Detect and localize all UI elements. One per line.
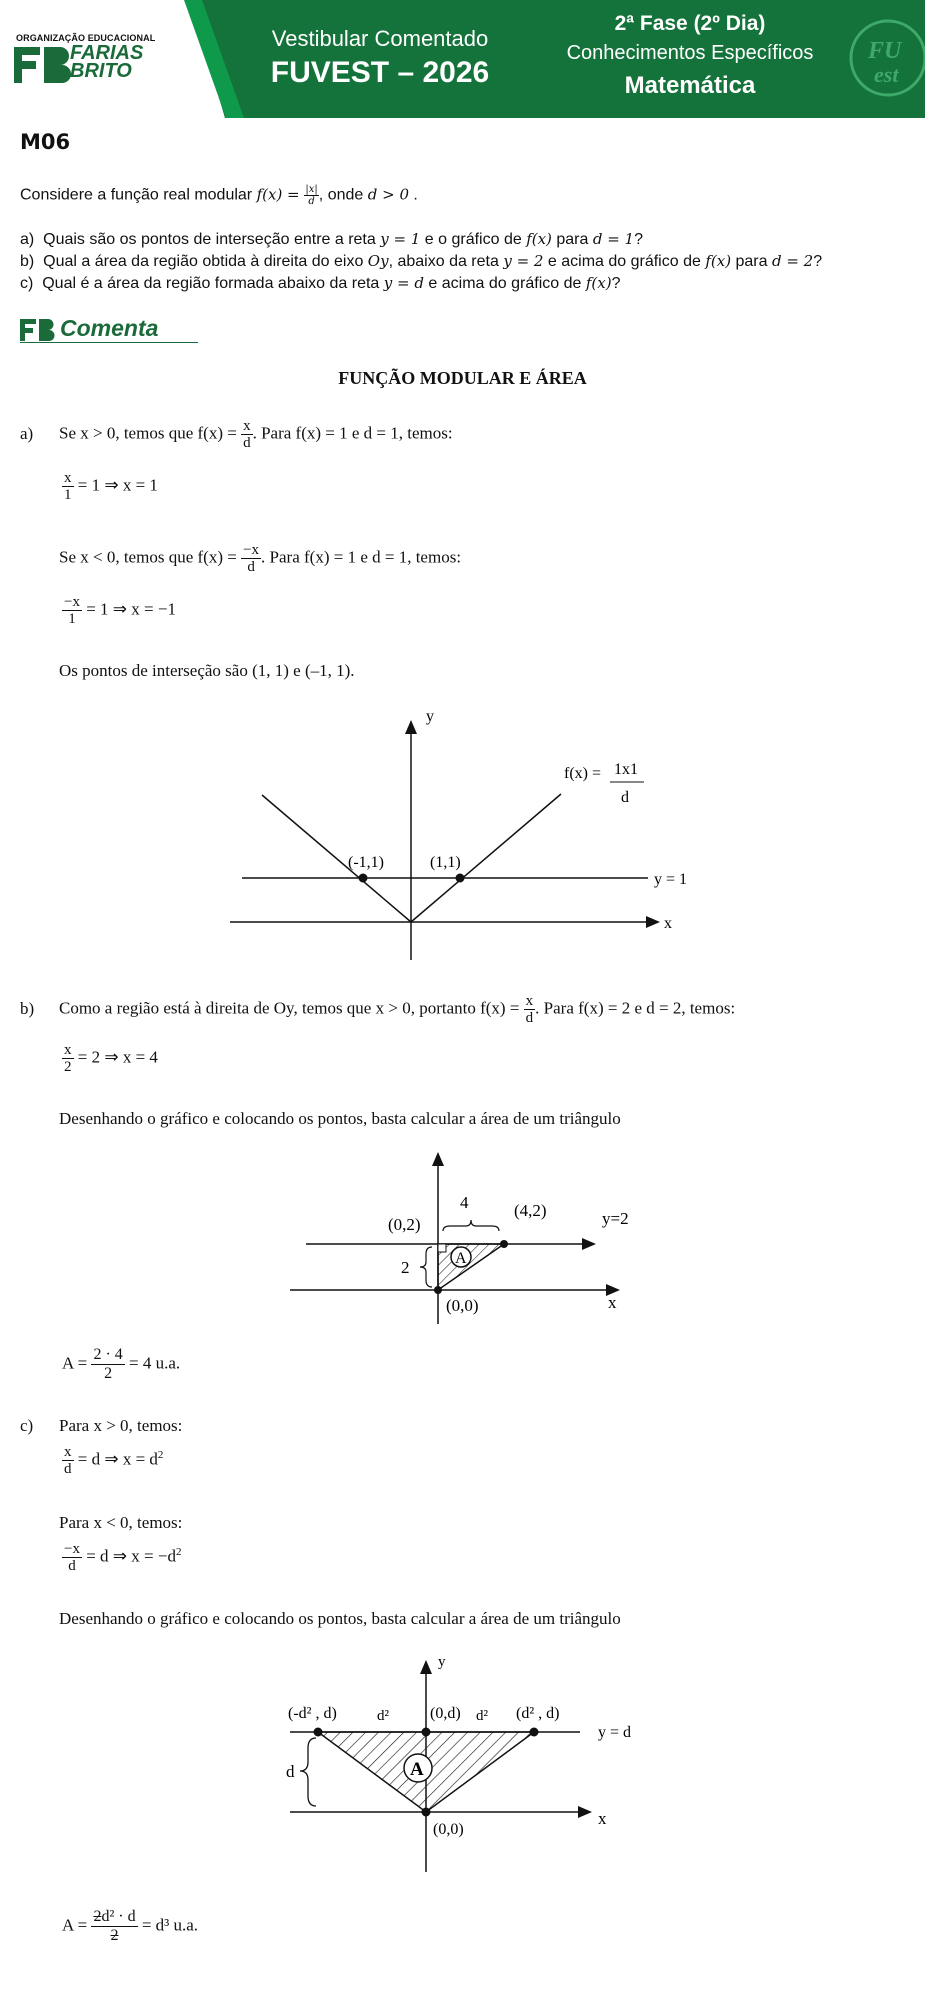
graph-b-line-label: y=2 [602,1209,629,1228]
graph-b-point-42-label: (4,2) [514,1201,547,1220]
solution-c-drawing-text: Desenhando o gráfico e colocando os pontos, basta calcular a área de um triângulo [59,1609,621,1628]
graph-a-point-right-label: (1,1) [430,854,461,871]
question-code: M06 [20,130,71,154]
question-item-c: c) Qual é a área da região formada abaixo da reta y = d e acima do gráfico de f(x)? [20,274,621,292]
graph-c-brace-left [300,1738,316,1806]
graph-a-func-num: 1x1 [614,761,638,778]
solution-c-case1: Para x > 0, temos: [59,1416,183,1435]
graph-b-region [438,1244,504,1290]
graph-c-point-right [530,1728,539,1737]
graph-a-left-branch [262,795,411,922]
graph-a-point-left [359,874,368,883]
org-name: FARIAS BRITO [70,42,144,82]
graph-c-point-center-label: (0,d) [430,1705,461,1722]
comenta-logo-icon [20,318,56,342]
header-banner [0,0,925,118]
graph-b-width-label: 4 [460,1193,469,1212]
org-label: ORGANIZAÇÃO EDUCACIONAL [16,33,156,43]
solution-c-case2: Para x < 0, temos: [59,1513,183,1532]
graph-a-y-arrow-icon [405,720,417,734]
graph-b-brace-top [443,1220,499,1231]
graph-a-x-label: x [664,915,672,932]
solution-c-label: c) [20,1416,34,1435]
comenta-underline [20,342,198,343]
solution-a-case1: Se x > 0, temos que f(x) = $\frac{x}{d}$ . Para f(x) = 1 e d = 1, temos: [59,418,453,451]
question-intro: Considere a função real modular f(x) = $\frac{|x|}{d}$ , onde d > 0 . [20,184,418,207]
graph-c-point-right-label: (d² , d) [516,1705,560,1722]
graph-c-y-label: y [438,1654,446,1670]
graph-a-point-right [456,874,465,883]
header-title-line1: Vestibular Comentado [271,26,489,51]
graph-b-region-label: A [455,1250,467,1267]
solution-b-drawing-text: Desenhando o gráfico e colocando os pontos, basta calcular a área de um triângulo [59,1109,621,1128]
solution-a-label: a) [20,424,34,443]
header-subject: Matemática [624,72,756,99]
graph-c-x-arrow-icon [578,1806,592,1818]
solution-c-eq1: $\frac{x}{d}$ = d ⇒ $x = d^2$ [64,1444,164,1477]
graph-b-origin-label: (0,0) [446,1296,479,1315]
graph-c-height-label: d [286,1762,295,1781]
graph-c-point-center [422,1728,431,1737]
solution-b-eq: $\frac{x}{2}$ = 2 ⇒ x = 4 [64,1042,158,1075]
svg-text:FU: FU [868,38,902,64]
graph-c-point-left [314,1728,323,1737]
graph-b-x-label: x [608,1293,617,1312]
graph-c [280,1652,640,1878]
solution-a-eq1: $\frac{x}{1}$ = 1 ⇒ x = 1 [64,470,158,503]
solution-b-area: A = $\frac{2 \cdot 4}{2}$ = 4 u.a. [62,1346,181,1382]
comenta-label: Comenta [60,315,159,341]
question-item-a: a) Quais são os pontos de interseção entre a reta y = 1 e o gráfico de f(x) para d = 1? [20,230,643,248]
svg-text:est: est [874,62,899,87]
graph-a-line-label: y = 1 [654,871,688,888]
question-fraction: $\frac{|x|}{d}$ [305,184,318,207]
graph-c-width-right-label: d² [476,1708,488,1724]
header-phase: 2ª Fase (2º Dia) [614,12,766,35]
solution-title: FUNÇÃO MODULAR E ÁREA [338,368,587,388]
graph-a-x-arrow-icon [646,916,660,928]
graph-c-origin-label: (0,0) [433,1821,464,1838]
solution-a-conclusion: Os pontos de interseção são (1, 1) e (–1, 1). [59,661,355,680]
graph-a-y-label: y [426,708,434,725]
graph-c-point-left-label: (-d² , d) [288,1705,337,1722]
graph-b-brace-left [420,1247,432,1287]
graph-b [280,1146,640,1326]
graph-c-y-arrow-icon [420,1660,432,1674]
graph-b-right-angle [438,1244,446,1252]
graph-b-point-42 [500,1240,508,1248]
solution-b-text: Como a região está à direita de Oy, temos que x > 0, portanto f(x) = $\frac{x}{d}$ . Para f(x) = 2 e d = 2, temos: [59,993,736,1026]
graph-b-height-label: 2 [401,1258,410,1277]
graph-c-width-left-label: d² [377,1708,389,1724]
fuvest-seal-icon [848,18,925,98]
graph-b-line-arrow-icon [582,1238,596,1250]
graph-a-point-left-label: (-1,1) [348,854,384,871]
solution-a-case2: Se x < 0, temos que f(x) = $\frac{-x}{d}$ . Para f(x) = 1 e d = 1, temos: [59,542,462,575]
solution-c-area: A = $\frac{\text{2d² · d}}{2}$ = d³ u.a. [62,1908,199,1944]
farias-brito-logo-icon [14,45,72,85]
header-subject-area: Conhecimentos Específicos [566,42,814,64]
graph-a-func-den: d [621,789,629,806]
graph-b-point-02-label: (0,2) [388,1215,421,1234]
solution-a-eq2: $\frac{-x}{1}$ = 1 ⇒ x = −1 [64,594,176,627]
header-title-line2: FUVEST – 2026 [270,56,490,89]
graph-c-region-label: A [410,1759,424,1780]
graph-b-origin-point [434,1286,442,1294]
graph-c-origin-point [422,1808,431,1817]
graph-a-func-label: f(x) = [564,765,602,782]
graph-c-x-label: x [598,1809,607,1828]
graph-c-line-label: y = d [598,1724,632,1741]
solution-b-label: b) [20,999,35,1018]
graph-b-y-arrow-icon [432,1152,444,1166]
question-item-b: b) Qual a área da região obtida à direita do eixo Oy, abaixo da reta y = 2 e acima do gráfico de f(x) para d = 2? [20,252,823,270]
solution-c-eq2: $\frac{-x}{d}$ = d ⇒ $x = -d^2$ [64,1541,182,1574]
graph-a [220,706,700,966]
